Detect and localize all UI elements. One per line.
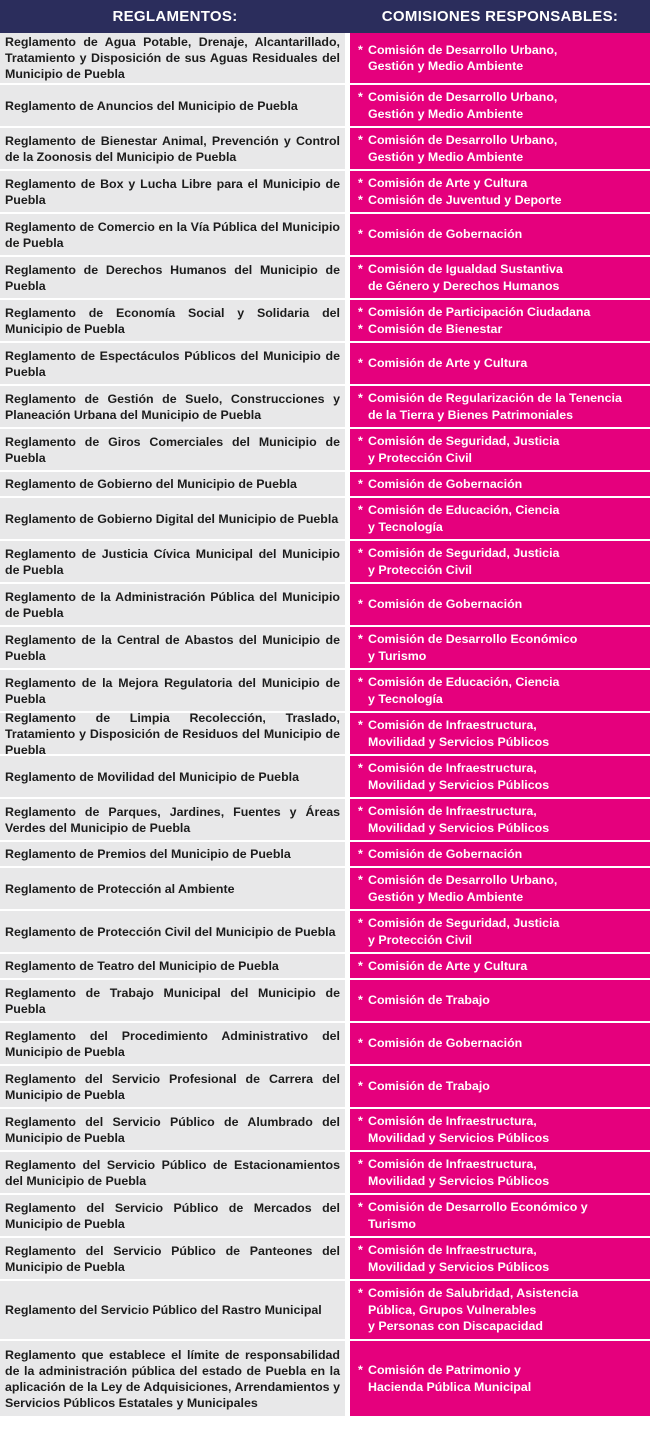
reglamento-name: Reglamento de Gestión de Suelo, Construcciones y Planeación Urbana del Municipio de Puebla: [0, 386, 345, 427]
reglamento-name: Reglamento que establece el límite de responsabilidad de la administración pública del estado de Puebla en la aplicación de la Ley de Adquisiciones, Arrendamientos y Servicios Públicos Estatales y Municipales: [0, 1341, 345, 1416]
reglamento-name: Reglamento de Protección Civil del Municipio de Puebla: [0, 911, 345, 952]
table-row: [0, 214, 650, 257]
comision-item: * Comisión de Trabajo: [368, 992, 644, 1009]
table-row: [0, 980, 650, 1023]
reglamento-name: Reglamento del Servicio Profesional de Carrera del Municipio de Puebla: [0, 1066, 345, 1107]
reglamento-name: Reglamento del Procedimiento Administrativo del Municipio de Puebla: [0, 1023, 345, 1064]
comisiones-cell: [350, 584, 650, 625]
comisiones-cell: [350, 756, 650, 797]
comision-item: * Comisión de Infraestructura, Movilidad y Servicios Públicos: [368, 1156, 644, 1189]
comision-item: * Comisión de Infraestructura, Movilidad y Servicios Públicos: [368, 1113, 644, 1146]
comisiones-cell: [350, 1066, 650, 1107]
reglamento-name: Reglamento de Comercio en la Vía Pública del Municipio de Puebla: [0, 214, 345, 255]
reglamento-name: Reglamento del Servicio Público de Alumbrado del Municipio de Puebla: [0, 1109, 345, 1150]
reglamento-name: Reglamento de Economía Social y Solidaria del Municipio de Puebla: [0, 300, 345, 341]
comisiones-cell: [350, 1341, 650, 1416]
table-row: [0, 343, 650, 386]
reglamento-name: Reglamento de Limpia Recolección, Traslado, Tratamiento y Disposición de Residuos del Municipio de Puebla: [0, 713, 345, 754]
comision-item: * Comisión de Participación Ciudadana: [368, 304, 644, 321]
comision-item: * Comisión de Arte y Cultura: [368, 958, 644, 975]
table-row: [0, 429, 650, 472]
table-row: [0, 472, 650, 498]
comision-item: * Comisión de Infraestructura, Movilidad y Servicios Públicos: [368, 760, 644, 793]
comision-item: * Comisión de Desarrollo Económico y Turismo: [368, 1199, 644, 1232]
reglamento-name: Reglamento de Trabajo Municipal del Municipio de Puebla: [0, 980, 345, 1021]
comision-item: * Comisión de Juventud y Deporte: [368, 192, 644, 209]
table-row: [0, 799, 650, 842]
comision-item: * Comisión de Bienestar: [368, 321, 644, 338]
comision-item: * Comisión de Desarrollo Urbano, Gestión y Medio Ambiente: [368, 872, 644, 905]
comisiones-cell: [350, 386, 650, 427]
reglamento-name: Reglamento de Protección al Ambiente: [0, 868, 345, 909]
reglamento-name: Reglamento del Servicio Público de Estacionamientos del Municipio de Puebla: [0, 1152, 345, 1193]
comisiones-cell: [350, 1109, 650, 1150]
comision-item: * Comisión de Gobernación: [368, 226, 644, 243]
table-row: [0, 85, 650, 128]
comisiones-cell: [350, 343, 650, 384]
table-row: [0, 584, 650, 627]
table-row: [0, 498, 650, 541]
table-row: [0, 300, 650, 343]
comision-item: * Comisión de Seguridad, Justicia y Protección Civil: [368, 545, 644, 578]
reglamento-name: Reglamento de Box y Lucha Libre para el Municipio de Puebla: [0, 171, 345, 212]
table-row: [0, 541, 650, 584]
comision-item: * Comisión de Desarrollo Económico y Turismo: [368, 631, 644, 664]
table-row: [0, 1281, 650, 1341]
table-row: [0, 627, 650, 670]
comisiones-cell: [350, 842, 650, 866]
reglamento-name: Reglamento de la Central de Abastos del Municipio de Puebla: [0, 627, 345, 668]
table-body: [0, 33, 650, 1418]
reglamento-name: Reglamento del Servicio Público del Rastro Municipal: [0, 1281, 345, 1339]
comision-item: * Comisión de Desarrollo Urbano, Gestión y Medio Ambiente: [368, 132, 644, 165]
table-row: [0, 1238, 650, 1281]
comision-item: * Comisión de Infraestructura, Movilidad y Servicios Públicos: [368, 1242, 644, 1275]
reglamento-name: Reglamento de Justicia Cívica Municipal del Municipio de Puebla: [0, 541, 345, 582]
comisiones-cell: [350, 33, 650, 83]
comision-item: * Comisión de Infraestructura, Movilidad y Servicios Públicos: [368, 717, 644, 750]
comisiones-cell: [350, 1152, 650, 1193]
table-row: [0, 842, 650, 868]
comision-item: * Comisión de Igualdad Sustantiva de Género y Derechos Humanos: [368, 261, 644, 294]
reglamento-name: Reglamento de Giros Comerciales del Municipio de Puebla: [0, 429, 345, 470]
comisiones-cell: [350, 541, 650, 582]
comision-item: * Comisión de Infraestructura, Movilidad y Servicios Públicos: [368, 803, 644, 836]
comision-item: * Comisión de Educación, Ciencia y Tecnología: [368, 502, 644, 535]
reglamento-name: Reglamento de Anuncios del Municipio de Puebla: [0, 85, 345, 126]
reglamento-name: Reglamento de Espectáculos Públicos del Municipio de Puebla: [0, 343, 345, 384]
comision-item: * Comisión de Trabajo: [368, 1078, 644, 1095]
table-row: [0, 954, 650, 980]
comision-item: * Comisión de Arte y Cultura: [368, 175, 644, 192]
table-row: [0, 710, 650, 757]
reglamento-name: Reglamento de Gobierno Digital del Municipio de Puebla: [0, 498, 345, 539]
comisiones-cell: [350, 171, 650, 212]
table-row: [0, 386, 650, 429]
comision-item: * Comisión de Educación, Ciencia y Tecnología: [368, 674, 644, 707]
comisiones-cell: [350, 980, 650, 1021]
comision-item: * Comisión de Gobernación: [368, 1035, 644, 1052]
comisiones-cell: [350, 1281, 650, 1339]
table-row: [0, 756, 650, 799]
table-header: [0, 0, 650, 33]
reglamento-name: Reglamento del Servicio Público de Panteones del Municipio de Puebla: [0, 1238, 345, 1279]
comision-item: * Comisión de Gobernación: [368, 596, 644, 613]
comisiones-cell: [350, 472, 650, 496]
comisiones-cell: [350, 429, 650, 470]
reglamento-name: Reglamento de Parques, Jardines, Fuentes y Áreas Verdes del Municipio de Puebla: [0, 799, 345, 840]
comision-item: * Comisión de Arte y Cultura: [368, 355, 644, 372]
comisiones-cell: [350, 799, 650, 840]
comisiones-cell: [350, 713, 650, 754]
table-row: [0, 33, 650, 85]
comision-item: * Comisión de Desarrollo Urbano, Gestión y Medio Ambiente: [368, 89, 644, 122]
table-row: [0, 868, 650, 911]
table-row: [0, 911, 650, 954]
table-row: [0, 1066, 650, 1109]
reglamento-name: Reglamento del Servicio Público de Mercados del Municipio de Puebla: [0, 1195, 345, 1236]
comisiones-cell: [350, 214, 650, 255]
comision-item: * Comisión de Seguridad, Justicia y Protección Civil: [368, 915, 644, 948]
table-row: [0, 1109, 650, 1152]
comision-item: * Comisión de Gobernación: [368, 476, 644, 493]
comision-item: * Comisión de Salubridad, Asistencia Pública, Grupos Vulnerables y Personas con Discapacidad: [368, 1285, 644, 1335]
header-comisiones: COMISIONES RESPONSABLES:: [381, 8, 619, 25]
table-row: [0, 1023, 650, 1066]
comision-item: * Comisión de Regularización de la Tenencia de la Tierra y Bienes Patrimoniales: [368, 390, 644, 423]
table-row: [0, 1195, 650, 1238]
comisiones-cell: [350, 300, 650, 341]
reglamento-name: Reglamento de Teatro del Municipio de Puebla: [0, 954, 345, 978]
table-row: [0, 1341, 650, 1418]
header-reglamentos: REGLAMENTOS:: [112, 8, 238, 25]
comisiones-cell: [350, 868, 650, 909]
table-row: [0, 1152, 650, 1195]
table-row: [0, 171, 650, 214]
comisiones-cell: [350, 128, 650, 169]
comision-item: * Comisión de Desarrollo Urbano, Gestión y Medio Ambiente: [368, 42, 644, 75]
reglamento-name: Reglamento de Gobierno del Municipio de Puebla: [0, 472, 345, 496]
reglamento-name: Reglamento de Movilidad del Municipio de Puebla: [0, 756, 345, 797]
comision-item: * Comisión de Patrimonio y Hacienda Pública Municipal: [368, 1362, 644, 1395]
comisiones-cell: [350, 85, 650, 126]
comisiones-cell: [350, 1195, 650, 1236]
table-row: [0, 128, 650, 171]
comisiones-cell: [350, 257, 650, 298]
comisiones-cell: [350, 1023, 650, 1064]
comisiones-cell: [350, 670, 650, 711]
reglamento-name: Reglamento de Bienestar Animal, Prevención y Control de la Zoonosis del Municipio de Puebla: [0, 128, 345, 169]
comisiones-cell: [350, 498, 650, 539]
comision-item: * Comisión de Gobernación: [368, 846, 644, 863]
comision-item: * Comisión de Seguridad, Justicia y Protección Civil: [368, 433, 644, 466]
reglamento-name: Reglamento de Premios del Municipio de Puebla: [0, 842, 345, 866]
table-row: [0, 257, 650, 300]
reglamento-name: Reglamento de Agua Potable, Drenaje, Alcantarillado, Tratamiento y Disposición de sus Aguas Residuales del Municipio de Puebla: [0, 33, 345, 83]
table-row: [0, 670, 650, 713]
comisiones-cell: [350, 627, 650, 668]
reglamento-name: Reglamento de Derechos Humanos del Municipio de Puebla: [0, 257, 345, 298]
reglamento-name: Reglamento de la Administración Pública del Municipio de Puebla: [0, 584, 345, 625]
comisiones-cell: [350, 954, 650, 978]
reglamento-name: Reglamento de la Mejora Regulatoria del Municipio de Puebla: [0, 670, 345, 711]
comisiones-cell: [350, 911, 650, 952]
comisiones-cell: [350, 1238, 650, 1279]
